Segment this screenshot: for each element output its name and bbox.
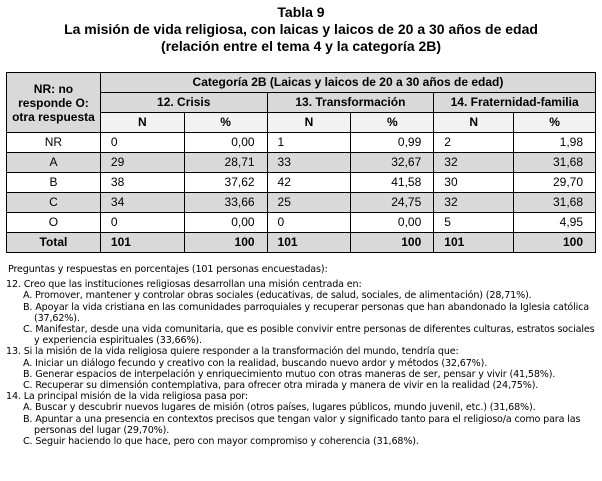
cell-pct: 29,70 (514, 173, 596, 193)
cell-n: 34 (100, 193, 184, 213)
col-header-pct: % (514, 113, 596, 133)
cell-n: 101 (434, 233, 514, 253)
option-14b: B. Apuntar a una presencia en contextos precisos que tengan valor y significado tanto para el religioso/a como para las personas del lugar (29,70%). (23, 413, 581, 436)
notes-section (6, 264, 598, 447)
row-label: C (7, 193, 101, 213)
corner-header: NR: no responde O: otra respuesta (7, 73, 101, 133)
notes-intro: Preguntas y respuestas en porcentajes (101 personas encuestadas): (8, 264, 328, 275)
option-14a: A. Buscar y descubrir nuevos lugares de misión (otros países, lugares públicos, mundo juvenil, etc.) (31,68%). (23, 402, 536, 414)
cell-pct: 100 (184, 233, 267, 253)
table-subtitle: (relación entre el tema 4 y la categoría 2B) (160, 38, 442, 54)
cell-n: 1 (267, 133, 351, 153)
cell-pct: 1,98 (514, 133, 596, 153)
cell-pct: 100 (514, 233, 596, 253)
cell-n: 32 (434, 193, 514, 213)
option-13b: B. Generar espacios de interpelación y enriquecimiento mutuo con otras maneras de ser, pensar y vivir (41,58%). (23, 368, 556, 380)
option-13a: A. Iniciar un diálogo fecundo y creativo con la realidad, buscando nuevo ardor y métodos (32,67%). (23, 357, 488, 369)
total-row (7, 233, 596, 253)
col-header-n: N (267, 113, 351, 133)
group-header-crisis: 12. Crisis (100, 93, 267, 113)
option-12c: C. Manifestar, desde una vida comunitaria, que es posible convivir entre personas de diferentes culturas, estratos sociales y experiencia espirituales (33,66%). (23, 324, 595, 347)
cell-n: 0 (267, 213, 351, 233)
group-header-transformacion: 13. Transformación (267, 93, 434, 113)
table-row (7, 173, 596, 193)
cell-pct: 4,95 (514, 213, 596, 233)
question-12: 12. Creo que las instituciones religiosas desarrollan una misión centrada en: (6, 279, 362, 291)
cell-pct: 31,68 (514, 153, 596, 173)
cell-pct: 24,75 (351, 193, 434, 213)
cell-n: 32 (434, 153, 514, 173)
data-table (6, 72, 596, 253)
row-label: B (7, 173, 101, 193)
cell-pct: 31,68 (514, 193, 596, 213)
cell-n: 5 (434, 213, 514, 233)
cell-pct: 41,58 (351, 173, 434, 193)
row-label: O (7, 213, 101, 233)
table-number-title: Tabla 9 (277, 4, 325, 20)
cell-pct: 37,62 (184, 173, 267, 193)
table-row (7, 133, 596, 153)
row-label: Total (7, 233, 101, 253)
col-header-n: N (434, 113, 514, 133)
cell-pct: 32,67 (351, 153, 434, 173)
table-row (7, 193, 596, 213)
cell-n: 0 (100, 213, 184, 233)
category-header: Categoría 2B (Laicas y laicos de 20 a 30 años de edad) (100, 73, 595, 93)
cell-n: 25 (267, 193, 351, 213)
option-12a: A. Promover, mantener y controlar obras sociales (educativas, de salud, sociales, de alimentación) (28,71%). (23, 290, 532, 302)
cell-pct: 0,00 (184, 133, 267, 153)
col-header-n: N (100, 113, 184, 133)
option-14c: C. Seguir haciendo lo que hace, pero con mayor compromiso y coherencia (31,68%). (23, 436, 419, 448)
col-header-pct: % (184, 113, 267, 133)
cell-pct: 0,00 (184, 213, 267, 233)
question-14: 14. La principal misión de la vida religiosa pasa por: (6, 391, 248, 403)
row-label: A (7, 153, 101, 173)
cell-pct: 0,00 (351, 213, 434, 233)
cell-n: 0 (100, 133, 184, 153)
col-header-pct: % (351, 113, 434, 133)
cell-n: 101 (267, 233, 351, 253)
row-label: NR (7, 133, 101, 153)
option-13c: C. Recuperar su dimensión contemplativa, para ofrecer otra mirada y manera de vivir en la realidad (24,75%). (23, 380, 539, 392)
cell-pct: 28,71 (184, 153, 267, 173)
cell-n: 33 (267, 153, 351, 173)
option-12b: B. Apoyar la vida cristiana en las comunidades parroquiales y recuperar personas que han abandonado la Iglesia católica (37,62%). (23, 301, 590, 324)
cell-pct: 33,66 (184, 193, 267, 213)
cell-n: 101 (100, 233, 184, 253)
cell-n: 30 (434, 173, 514, 193)
cell-n: 42 (267, 173, 351, 193)
cell-n: 29 (100, 153, 184, 173)
table-row (7, 213, 596, 233)
question-13: 13. Si la misión de la vida religiosa quiere responder a la transformación del mundo, tendría que: (6, 346, 459, 358)
cell-pct: 100 (351, 233, 434, 253)
table-row (7, 153, 596, 173)
cell-n: 38 (100, 173, 184, 193)
cell-n: 2 (434, 133, 514, 153)
table-title: La misión de vida religiosa, con laicas y laicos de 20 a 30 años de edad (64, 21, 538, 37)
group-header-fraternidad: 14. Fraternidad-familia (434, 93, 596, 113)
cell-pct: 0,99 (351, 133, 434, 153)
